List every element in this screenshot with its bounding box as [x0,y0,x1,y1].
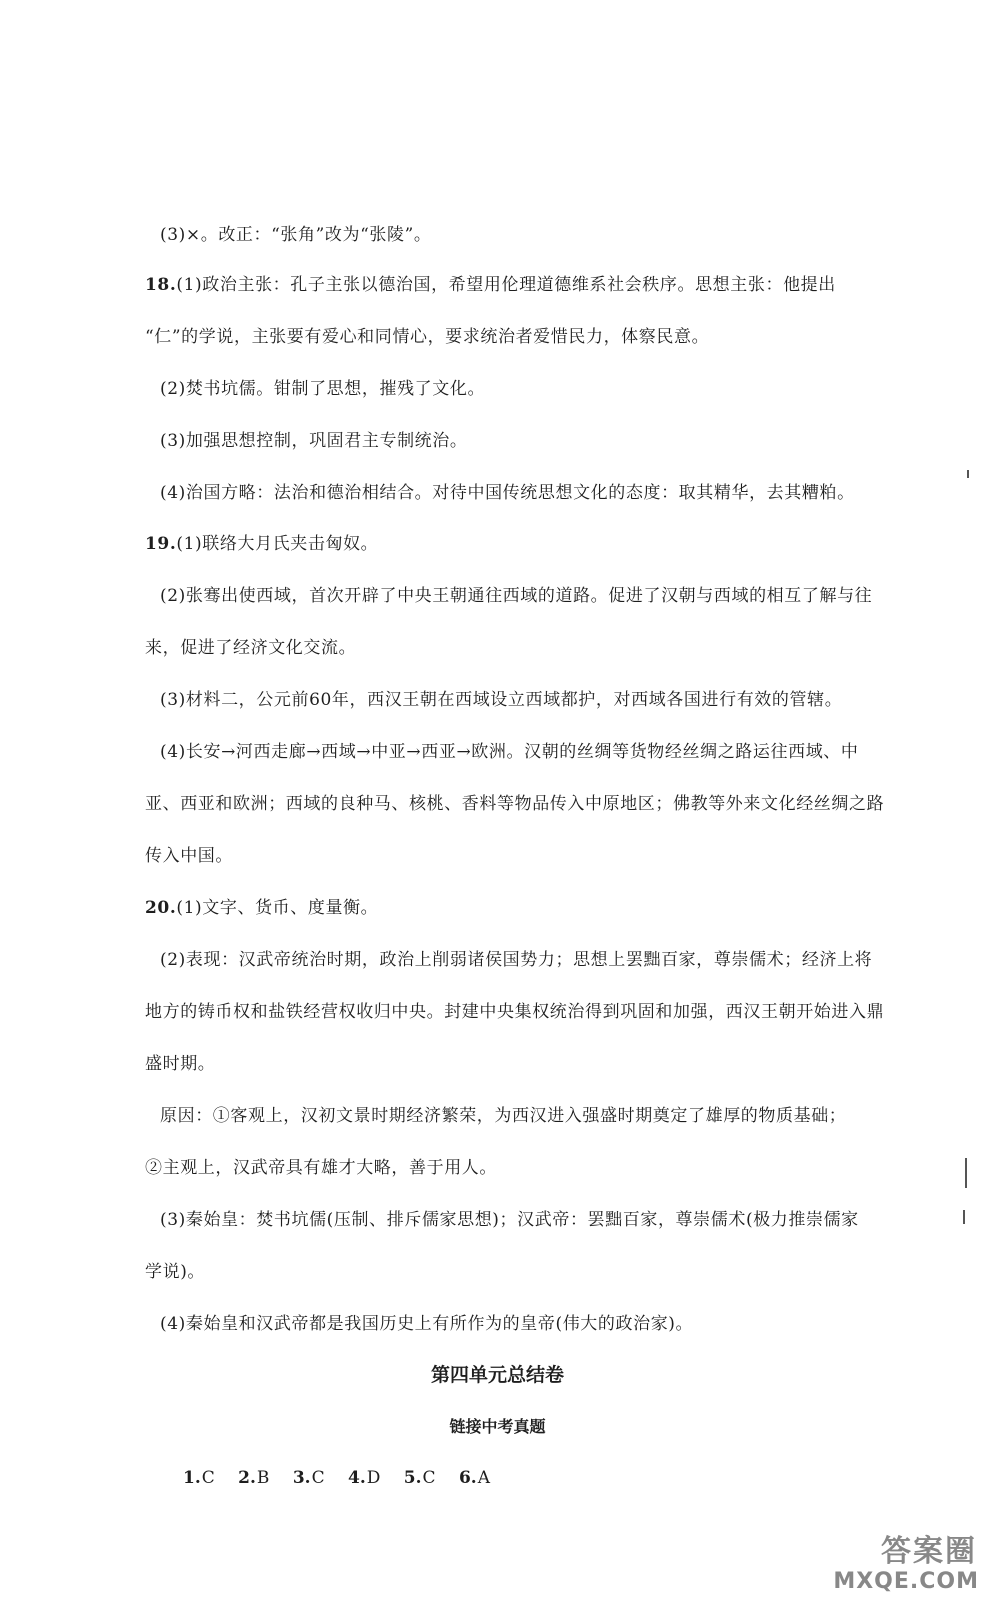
answer-item: 3.C [292,1468,325,1488]
section-subtitle: 链接中考真题 [449,1417,546,1436]
question-number-18: 18. [145,275,177,295]
answer-20-2-cont2: 盛时期。 [145,1054,216,1074]
answer-item: 4.D [348,1468,381,1488]
answer-item: 6.A [458,1468,490,1488]
answer-19-3: (3)材料二，公元前60年，西汉王朝在西域设立西域都护，对西域各国进行有效的管辖。 [160,690,843,710]
scan-edge-mark [965,1158,967,1188]
answer-19-2-cont: 来，促进了经济文化交流。 [145,638,357,658]
answer-20-2-cont1: 地方的铸币权和盐铁经营权收归中央。封建中央集权统治得到巩固和加强，西汉王朝开始进入鼎 [145,1002,885,1022]
scan-edge-mark [967,470,969,478]
answer-18-3: (3)加强思想控制，巩固君主专制统治。 [160,431,468,451]
answer-20-1: 20.(1)文字、货币、度量衡。 [145,898,379,918]
answer-20-4: (4)秦始皇和汉武帝都是我国历史上有所作为的皇帝(伟大的政治家)。 [160,1314,694,1334]
watermark-text-cn: 答案圈 [881,1534,977,1569]
answer-17-3: (3)×。改正：“张角”改为“张陵”。 [160,225,432,245]
section-title: 第四单元总结卷 [430,1364,564,1386]
answer-20-3: (3)秦始皇：焚书坑儒(压制、排斥儒家思想)；汉武帝：罢黜百家，尊崇儒术(极力推崇儒家 [160,1210,859,1230]
question-number-20: 20. [145,898,177,918]
answer-18-1: 18.(1)政治主张：孔子主张以德治国，希望用伦理道德维系社会秩序。思想主张：他提出 [145,275,836,295]
answer-19-4-cont2: 传入中国。 [145,846,233,866]
question-number-19: 19. [145,534,177,554]
answer-20-2: (2)表现：汉武帝统治时期，政治上削弱诸侯国势力；思想上罢黜百家，尊崇儒术；经济上将 [160,950,873,970]
answer-item: 2.B [238,1468,270,1488]
answer-18-4: (4)治国方略：法治和德治相结合。对待中国传统思想文化的态度：取其精华，去其糟粕。 [160,483,855,503]
answer-18-1-cont: “仁”的学说，主张要有爱心和同情心，要求统治者爱惜民力，体察民意。 [145,327,710,347]
answer-19-1: 19.(1)联络大月氏夹击匈奴。 [145,534,379,554]
answer-19-4-cont1: 亚、西亚和欧洲；西域的良种马、核桃、香料等物品传入中原地区；佛教等外来文化经丝绸之路 [145,794,885,814]
answer-19-2: (2)张骞出使西域，首次开辟了中央王朝通往西域的道路。促进了汉朝与西域的相互了解与往 [160,586,873,606]
answer-20-3-cont: 学说)。 [145,1262,206,1282]
answer-18-2: (2)焚书坑儒。钳制了思想，摧残了文化。 [160,379,486,399]
multiple-choice-answers [183,1468,504,1488]
watermark-text-en: MXQE.COM [833,1569,979,1594]
answer-20-reason: 原因：①客观上，汉初文景时期经济繁荣，为西汉进入强盛时期奠定了雄厚的物质基础； [160,1106,847,1126]
answer-19-4: (4)长安→河西走廊→西域→中亚→西亚→欧洲。汉朝的丝绸等货物经丝绸之路运往西域、中 [160,742,859,762]
answer-item: 5.C [403,1468,436,1488]
answer-item: 1.C [183,1468,215,1488]
scan-edge-mark [963,1210,965,1224]
answer-20-reason-cont: ②主观上，汉武帝具有雄才大略，善于用人。 [145,1158,497,1178]
